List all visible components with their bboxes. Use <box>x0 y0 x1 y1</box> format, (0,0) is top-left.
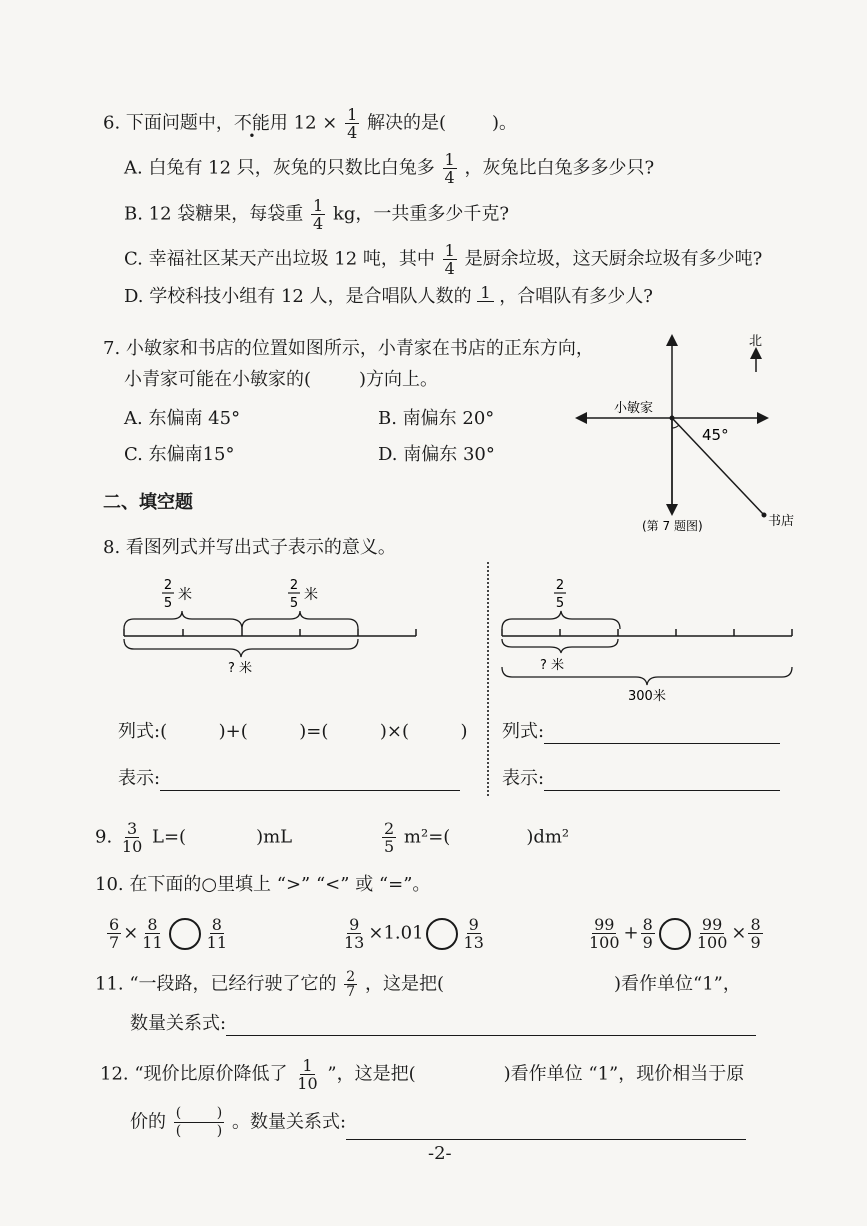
rtotal-label: 300米 <box>628 689 666 704</box>
store-label: 书店 <box>768 514 795 529</box>
page-number: -2- <box>428 1143 452 1164</box>
q6-stem: 6. 下面问题中，不能用 12 × $\frac{1}{4}$ 解决的是( )。 <box>103 105 518 142</box>
formula-right-blank[interactable] <box>544 725 780 744</box>
q10-stem: 10. 在下面的○里填上 “>” “<” 或 “=”。 <box>95 874 431 895</box>
q7-direction-figure <box>570 325 810 540</box>
q11-relation: 数量关系式: <box>130 1012 756 1036</box>
q8-left-formula: 列式:( )+( )=( )×( ) <box>118 721 468 742</box>
q12-relation-blank[interactable] <box>346 1121 746 1140</box>
angle-label: 45° <box>702 426 729 444</box>
q11-stem: 11. “一段路，已经行驶了它的 $\frac{2}{7}$ ，这是把( )看作单位“1”， <box>95 969 741 1000</box>
q7-option-d: D. 南偏东 30° <box>378 444 495 465</box>
meaning-right-blank[interactable] <box>544 772 780 791</box>
q7-stem-line1: 7. 小敏家和书店的位置如图所示，小青家在书店的正东方向， <box>103 338 594 359</box>
compare-circle-2[interactable] <box>426 918 458 950</box>
q7-option-a: A. 东偏南 45° <box>124 408 241 429</box>
q8-stem: 8. 看图列式并写出式子表示的意义。 <box>103 537 396 558</box>
q9-part-b: $\frac{2}{5}$ m²=( )dm² <box>384 819 570 856</box>
divider <box>487 562 489 796</box>
north-label: 北 <box>749 334 763 349</box>
q10-expr-1: $\frac{6}{7}$ × $\frac{8}{11}$ $\frac{8}{11}$ <box>109 915 227 952</box>
rpart-label: ? 米 <box>540 658 565 673</box>
q8-right-meaning: 表示: <box>502 767 780 791</box>
q6-option-c: C. 幸福社区某天产出垃圾 12 吨，其中 $\frac{1}{4}$ 是厨余垃圾，这天厨余垃圾有多少吨? <box>124 241 763 278</box>
q6-option-a: A. 白兔有 12 只，灰兔的只数比白兔多 $\frac{1}{4}$ ，灰兔比白兔多多少只? <box>124 150 655 187</box>
q8-left-diagram <box>118 575 423 677</box>
home-label: 小敏家 <box>614 401 654 416</box>
q6-option-d: D. 学校科技小组有 12 人，是合唱队人数的 1 ，合唱队有多少人? <box>124 283 653 307</box>
seg1-unit: 米 <box>178 587 192 603</box>
seg2-unit: 米 <box>304 587 318 603</box>
q12-line2: 价的 $\frac{( )}{( )}$ 。数量关系式: <box>130 1105 746 1140</box>
q11-relation-blank[interactable] <box>226 1017 756 1036</box>
q7-stem-line2: 小青家可能在小敏家的( )方向上。 <box>124 369 439 390</box>
q10-expr-3: $\frac{99}{100}$ + $\frac{8}{9}$ $\frac{99}{100}$ × $\frac{8}{9}$ <box>589 915 761 952</box>
rseg-numerator: 2 <box>555 578 565 593</box>
rpart-brace <box>502 639 618 653</box>
seg1-denominator: 5 <box>163 596 173 611</box>
seg2-numerator: 2 <box>289 578 299 593</box>
rseg-brace <box>502 611 620 629</box>
q8-right-diagram <box>498 575 798 705</box>
total-brace <box>124 639 358 657</box>
q8-left-meaning: 表示: <box>118 767 460 791</box>
q7-option-b: B. 南偏东 20° <box>378 408 495 429</box>
compare-circle-1[interactable] <box>169 918 201 950</box>
angle-arc <box>672 425 679 428</box>
meaning-left-blank[interactable] <box>160 772 460 791</box>
q7-option-c: C. 东偏南15° <box>124 444 235 465</box>
home-point <box>670 416 675 421</box>
compare-circle-3[interactable] <box>659 918 691 950</box>
q6-option-b: B. 12 袋糖果，每袋重 $\frac{1}{4}$ kg，一共重多少千克? <box>124 196 510 233</box>
section-title: 二、填空题 <box>103 492 193 513</box>
total-label: ? 米 <box>228 661 253 676</box>
q8-right-formula: 列式: <box>502 720 780 744</box>
store-point <box>762 513 767 518</box>
q12-stem: 12. “现价比原价降低了 $\frac{1}{10}$ ”，这是把( )看作单位 “1”，现价相当于原 <box>100 1056 745 1093</box>
seg2-denominator: 5 <box>289 596 299 611</box>
seg1-brace <box>124 611 242 629</box>
rseg-denominator: 5 <box>555 596 565 611</box>
seg2-brace <box>242 611 358 629</box>
q10-expr-2: $\frac{9}{13}$ ×1.01 $\frac{9}{13}$ <box>344 915 484 952</box>
seg1-numerator: 2 <box>163 578 173 593</box>
q9-part-a: 9. $\frac{3}{10}$ L=( )mL <box>95 819 293 856</box>
figure-caption: (第 7 题图) <box>642 519 703 533</box>
